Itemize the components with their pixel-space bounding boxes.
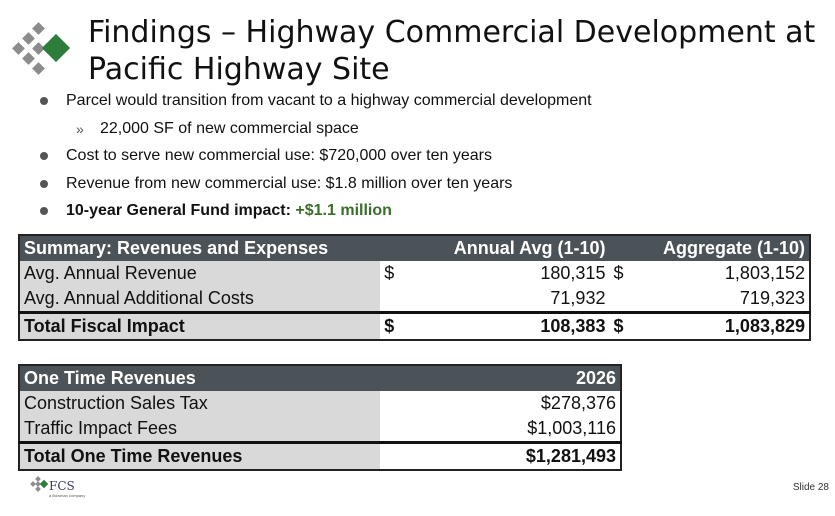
fcs-diamond-logo — [10, 22, 70, 82]
bullet-item: Revenue from new commercial use: $1.8 million over ten years — [40, 173, 820, 201]
bullet-dot-icon — [40, 152, 48, 160]
table-row: Avg. Annual Additional Costs 71,932 719,323 — [19, 286, 810, 313]
aggregate-header: Aggregate (1-10) — [639, 235, 810, 261]
chevron-right-icon: » — [76, 120, 84, 137]
bullet-dot-icon — [40, 207, 48, 215]
year-header: 2026 — [380, 365, 621, 391]
table-row: Traffic Impact Fees $1,003,116 — [19, 416, 621, 443]
summary-table — [18, 234, 811, 341]
fcs-footer-logo — [28, 476, 98, 500]
svg-text:FCS: FCS — [49, 479, 75, 493]
bullet-dot-icon — [40, 97, 48, 105]
slide-number: Slide 28 — [792, 482, 829, 493]
impact-label: 10-year General Fund impact: — [66, 202, 296, 219]
one-time-header-label: One Time Revenues — [19, 365, 380, 391]
svg-text:a Bowman company: a Bowman company — [49, 493, 86, 498]
bullet-dot-icon — [40, 180, 48, 188]
slide-title: Findings – Highway Commercial Development at Pacific Highway Site — [88, 15, 816, 87]
bullet-item: Parcel would transition from vacant to a highway commercial development — [40, 90, 820, 118]
impact-value: +$1.1 million — [295, 202, 392, 219]
summary-header-label: Summary: Revenues and Expenses — [19, 235, 380, 261]
total-row: Total Fiscal Impact $ 108,383 $ 1,083,829 — [19, 313, 810, 341]
bullet-list — [40, 90, 820, 228]
annual-avg-header: Annual Avg (1-10) — [410, 235, 609, 261]
bullet-item-impact — [40, 200, 820, 228]
total-row: Total One Time Revenues $1,281,493 — [19, 443, 621, 471]
table-header-row — [19, 365, 621, 391]
one-time-revenues-table — [18, 364, 622, 471]
sub-bullet-item: » 22,000 SF of new commercial space — [40, 118, 820, 146]
table-row: Avg. Annual Revenue $ 180,315 $ 1,803,152 — [19, 261, 810, 286]
table-header-row — [19, 235, 810, 261]
bullet-item: Cost to serve new commercial use: $720,000 over ten years — [40, 145, 820, 173]
table-row: Construction Sales Tax $278,376 — [19, 391, 621, 416]
